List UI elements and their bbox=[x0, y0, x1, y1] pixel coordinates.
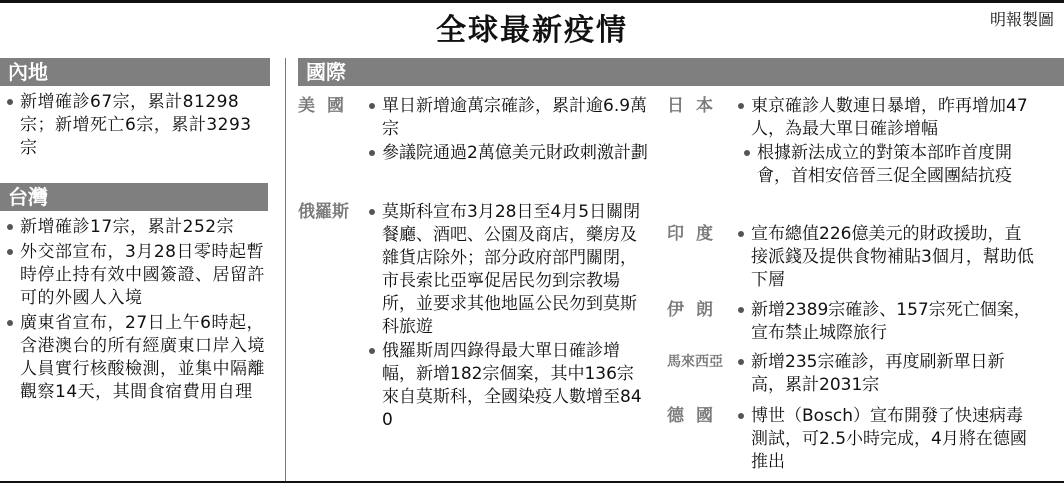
country-item: 單日新增逾萬宗確診，累計逾6.9萬宗 bbox=[364, 95, 650, 141]
country-item: 莫斯科宣布3月28日至4月5日關閉餐廳、酒吧、公園及商店，藥房及雜貨店除外；部分政府部門關閉，市長索比亞寧促居民勿到宗教場所，並要求其他地區公民勿到莫斯科旅遊 bbox=[364, 201, 650, 339]
country-item: 博世（Bosch）宣布開發了快速病毒測試，可2.5小時完成，4月將在德國推出 bbox=[733, 405, 1036, 474]
mainland-item: 新增確診67宗，累計81298宗；新增死亡6宗，累計3293宗 bbox=[2, 91, 266, 160]
taiwan-header: 台灣 bbox=[0, 183, 268, 211]
country-item: 新增2389宗確診、157宗死亡個案，宣布禁止城際旅行 bbox=[733, 299, 1036, 345]
country-body-germany bbox=[733, 405, 1036, 475]
taiwan-item: 外交部宣布，3月28日零時起暫時停止持有效中國簽證、居留許可的外國人入境 bbox=[2, 241, 266, 310]
country-item: 俄羅斯周四錄得最大單日確診增幅，新增182宗個案，其中136宗來自莫斯科，全國染疫人數增至840 bbox=[364, 340, 650, 432]
taiwan-section bbox=[2, 216, 266, 406]
taiwan-item: 新增確診17宗，累計252宗 bbox=[2, 216, 266, 239]
country-germany bbox=[667, 405, 1062, 481]
country-body-malaysia bbox=[733, 351, 1036, 398]
country-item: 根據新法成立的對策本部昨首度開會，首相安倍晉三促全國團結抗疫 bbox=[739, 142, 1036, 188]
country-name-iran: 伊朗 bbox=[667, 300, 725, 320]
country-name-japan: 日本 bbox=[667, 96, 725, 116]
country-name-us: 美國 bbox=[298, 96, 356, 116]
country-name-germany: 德國 bbox=[667, 406, 725, 426]
country-item: 新增235宗確診，再度刷新單日新高，累計2031宗 bbox=[733, 351, 1036, 397]
country-russia bbox=[298, 201, 654, 481]
country-body-iran bbox=[733, 299, 1036, 346]
country-body-russia bbox=[364, 201, 650, 433]
taiwan-item: 廣東省宣布，27日上午6時起，含港澳台的所有經廣東口岸入境人員實行核酸檢測，並集中隔離觀察14天，其間食宿費用自理 bbox=[2, 312, 266, 404]
international-header: 國際 bbox=[298, 58, 1064, 86]
country-item: 參議院通過2萬億美元財政刺激計劃 bbox=[364, 142, 650, 165]
country-body-japan bbox=[733, 95, 1036, 189]
country-india bbox=[667, 223, 1062, 295]
mainland-section bbox=[2, 91, 266, 161]
country-name-russia: 俄羅斯 bbox=[298, 202, 349, 222]
country-item: 宣布總值226億美元的財政援助，直接派錢及提供食物補貼3個月，幫助低下層 bbox=[733, 223, 1036, 292]
page-title: 全球最新疫情 bbox=[436, 13, 628, 48]
country-malaysia bbox=[667, 351, 1062, 399]
country-body-india bbox=[733, 223, 1036, 293]
column-divider bbox=[285, 58, 286, 481]
country-body-us bbox=[364, 95, 650, 166]
country-iran bbox=[667, 299, 1062, 347]
country-item: 東京確診人數連日暴增，昨再增加47人，為最大單日確診增幅 bbox=[733, 95, 1036, 141]
mainland-header: 內地 bbox=[0, 58, 270, 86]
graphic-credit: 明報製圖 bbox=[989, 10, 1054, 29]
country-name-malaysia: 馬來西亞 bbox=[667, 354, 723, 370]
country-name-india: 印度 bbox=[667, 224, 725, 244]
country-japan bbox=[667, 95, 1062, 219]
country-us bbox=[298, 95, 654, 195]
